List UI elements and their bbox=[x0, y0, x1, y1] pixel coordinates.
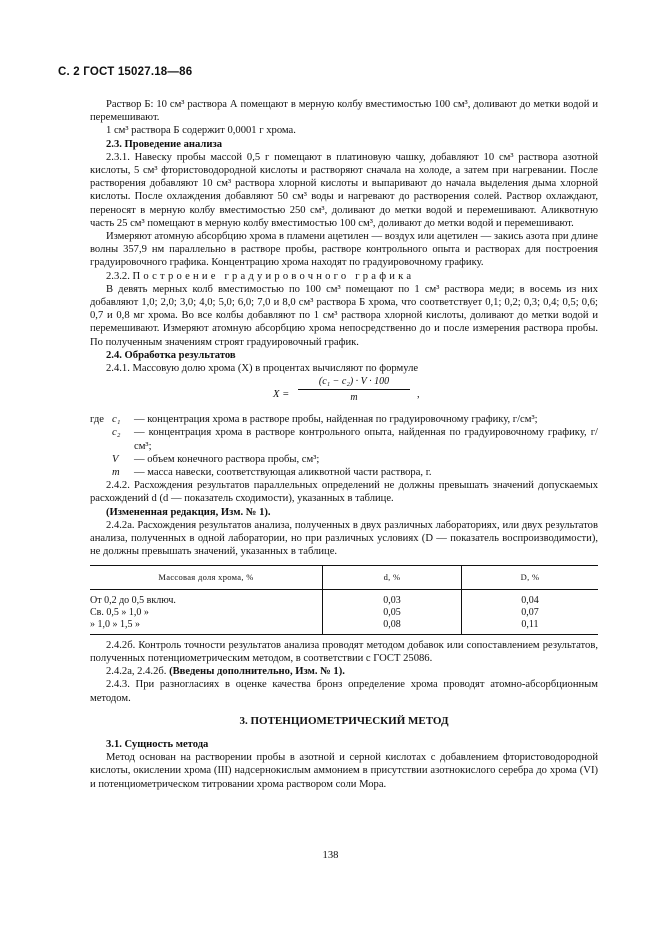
paragraph-2-3-2: В девять мерных колб вместимостью по 100 см³ помещают по 1 см³ раствора меди; в восемь из них добавляют 1,0; 2,0; 3,0; 4,0; 5,0; 6,0; 7,0 и 8,0 см³ раствора Б хрома, что соответствует 0,1; 0,2; 0,3; 0,4; 0,5; 0,6; 0,7 и 0,8 мг хрома. Во все колбы добавляют по 1 см³ раствора хлорной кислоты, доливают до метки водой и перемешивают. Измеряют атомную абсорбцию хрома непосредственно до и после измерения раствора пробы. По полученным значениям строят градуировочный график. bbox=[90, 283, 598, 348]
solution-b-paragraph: Раствор Б: 10 см³ раствора А помещают в мерную колбу вместимостью 100 см³, доливают до метки водой и перемешивают. bbox=[90, 99, 598, 124]
page-body bbox=[90, 98, 598, 791]
introduced-note-prefix: 2.4.2а, 2.4.2б. bbox=[106, 666, 167, 678]
definition-text: — объем конечного раствора пробы, см³; bbox=[134, 453, 320, 465]
definition-text: — концентрация хрома в растворе пробы, найденная по градуировочному графику, г/см³; bbox=[134, 414, 538, 426]
definition-row bbox=[90, 466, 598, 479]
paragraph-2-4-2b: 2.4.2б. Контроль точности результатов анализа проводят методом добавок или сопоставлением результатов, полученных потенциометрическим методом, в соответствии с ГОСТ 25086. bbox=[90, 639, 598, 664]
heading-2-4: 2.4. Обработка результатов bbox=[106, 349, 236, 361]
heading-2-3-2-title: Построение градуировочного графика bbox=[132, 270, 415, 282]
formula-fraction bbox=[298, 375, 410, 404]
heading-3-1: 3.1. Сущность метода bbox=[106, 738, 209, 750]
heading-2-3-2-number: 2.3.2. bbox=[106, 270, 130, 282]
table-cell-D: 0,11 bbox=[462, 619, 599, 635]
section-3-title: 3. ПОТЕНЦИОМЕТРИЧЕСКИЙ МЕТОД bbox=[239, 714, 449, 727]
introduced-note-bold: (Введены дополнительно, Изм. № 1). bbox=[169, 666, 345, 678]
paragraph-2-4-1: 2.4.1. Массовую долю хрома (X) в процентах вычисляют по формуле bbox=[106, 363, 419, 375]
definition-row bbox=[90, 453, 598, 466]
definition-row bbox=[90, 426, 598, 452]
formula-comma: , bbox=[417, 389, 420, 401]
running-header: С. 2 ГОСТ 15027.18—86 bbox=[58, 66, 193, 78]
table-header-row bbox=[90, 565, 598, 589]
table-cell-range: Св. 0,5 » 1,0 » bbox=[90, 607, 323, 619]
paragraph-2-4-3: 2.4.3. При разногласиях в оценке качества бронз определение хрома проводят атомно-абсорбционным методом. bbox=[90, 679, 598, 704]
table-cell-range: От 0,2 до 0,5 включ. bbox=[90, 589, 323, 607]
column-header-mass-fraction: Массовая доля хрома, % bbox=[90, 565, 323, 589]
table-row bbox=[90, 607, 598, 619]
tolerance-table bbox=[90, 565, 598, 635]
definitions-list bbox=[90, 413, 598, 479]
where-label: где bbox=[90, 414, 104, 426]
paragraph-2-3-1: 2.3.1. Навеску пробы массой 0,5 г помещают в платиновую чашку, добавляют 10 см³ раствора азотной кислоты, 5 см³ фтористоводородной кислоты и растворяют сначала на холоде, а затем при нагревании. После растворения добавляют 10 см³ раствора хлорной кислоты и выпаривают до начала выделения дыма хлорной кислоты. После охлаждения добавляют 50 см³ воды и нагревают до растворения солей. Раствор охлаждают, переносят в мерную колбу вместимостью 250 см³, доливают до метки водой и перемешивают. Аликвотную часть 25 см³ помещают в мерную колбу вместимостью 100 см³, доливают до метки водой и перемешивают. bbox=[90, 151, 598, 229]
definition-text: — концентрация хрома в растворе контрольного опыта, найденная по градуировочному графику, г/см³; bbox=[134, 427, 598, 452]
amendment-note: (Измененная редакция, Изм. № 1). bbox=[106, 506, 271, 518]
heading-2-3: 2.3. Проведение анализа bbox=[106, 138, 222, 150]
formula-block bbox=[90, 375, 598, 413]
formula-lhs: X = bbox=[273, 389, 290, 401]
table-cell-D: 0,07 bbox=[521, 606, 539, 618]
paragraph-measurement: Измеряют атомную абсорбцию хрома в пламени ацетилен — воздух или ацетилен — закись азота при длине волны 357,9 нм параллельно в растворе пробы, растворе контрольного опыта и растворах для построения градуировочного графика. Концентрацию хрома находят по градуировочному графику. bbox=[90, 231, 598, 269]
heading-2-3-2 bbox=[90, 270, 598, 283]
table-cell-d: 0,08 bbox=[323, 619, 462, 635]
formula-denominator: m bbox=[350, 392, 358, 404]
formula-numerator: (c₁ − c₂) · V · 100 bbox=[298, 375, 410, 390]
table-cell-D: 0,04 bbox=[521, 594, 539, 606]
paragraph-2-4-2a: 2.4.2а. Расхождения результатов анализа, полученных в двух различных лабораториях, или двух результатов анализа, полученных в одной лаборатории, но при различных условиях (D — показатель воспроизводимости), не должны превышать значений, указанных в таблице. bbox=[90, 519, 598, 558]
definition-symbol: m bbox=[112, 467, 120, 479]
column-header-d: d, % bbox=[323, 565, 462, 589]
page-number: 138 bbox=[322, 850, 339, 861]
table-cell-range: » 1,0 » 1,5 » bbox=[90, 619, 323, 635]
solution-b-content: 1 см³ раствора Б содержит 0,0001 г хрома. bbox=[106, 125, 296, 137]
definition-text: — масса навески, соответствующая аликвотной части раствора, г. bbox=[134, 467, 432, 479]
column-header-D: D, % bbox=[462, 565, 599, 589]
definition-row bbox=[90, 413, 598, 426]
paragraph-2-4-2: 2.4.2. Расхождения результатов параллельных определений не должны превышать значений допускаемых расхождений d (d — показатель сходимости), указанных в таблице. bbox=[90, 480, 598, 505]
introduced-note bbox=[90, 665, 598, 678]
definition-symbol: V bbox=[112, 453, 119, 465]
table-row bbox=[90, 619, 598, 635]
table-row bbox=[90, 589, 598, 607]
definition-symbol: c₁ bbox=[112, 414, 121, 426]
table-cell-d: 0,03 bbox=[323, 589, 462, 607]
paragraph-3-1: Метод основан на растворении пробы в азотной и серной кислотах с добавлением фтористоводородной кислоты, окислении хрома (III) надсернокислым аммонием в присутствии азотнокислого серебра до хрома (VI) и потенциометрическом титровании хрома раствором соли Мора. bbox=[90, 752, 598, 790]
definition-symbol: c₂ bbox=[112, 427, 121, 439]
table-cell-d: 0,05 bbox=[323, 607, 462, 619]
